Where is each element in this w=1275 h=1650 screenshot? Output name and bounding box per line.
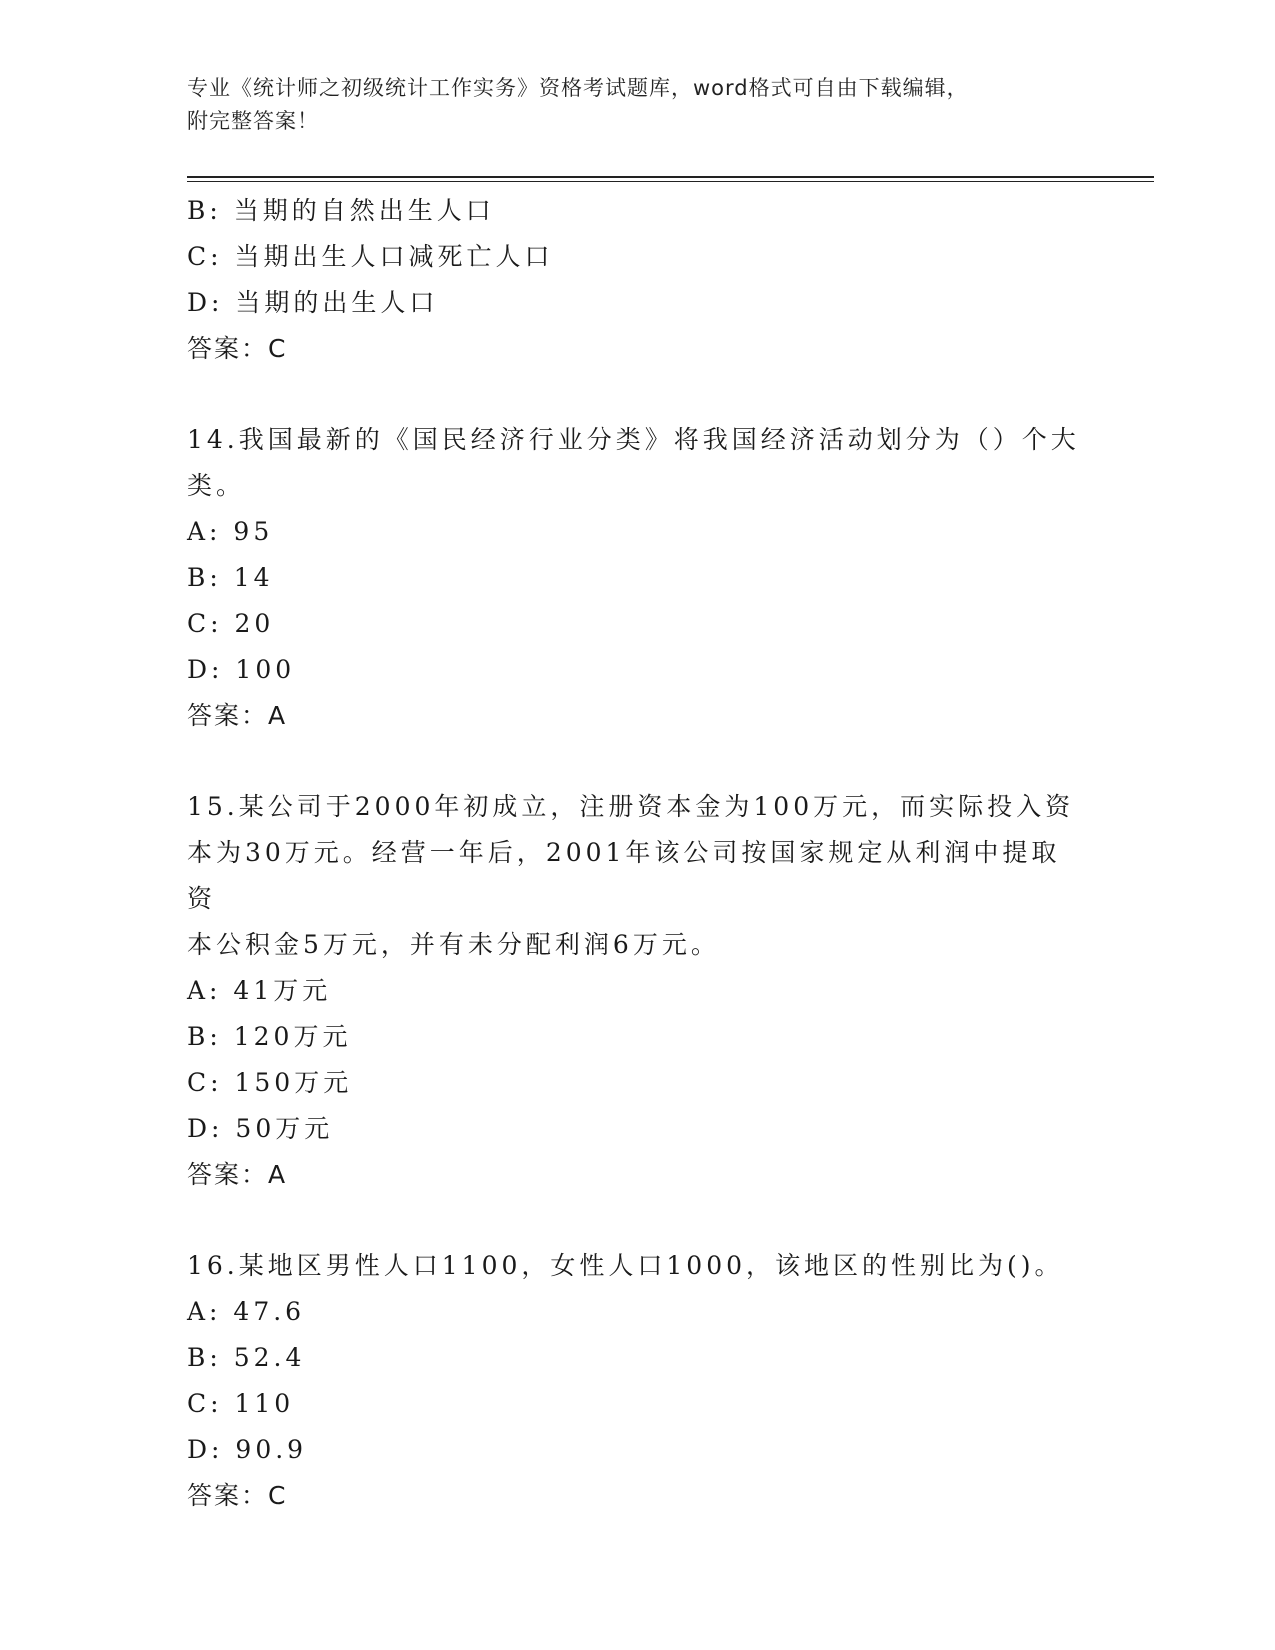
question-15 [187,784,1087,1198]
option-a: A: 95 [187,517,274,546]
question-14 [187,417,1087,739]
question-stem-line: 14.我国最新的《国民经济行业分类》将我国经济活动划分为（）个大 [187,425,1080,454]
option-d: D: 当期的出生人口 [187,288,439,317]
header-divider-thick [187,176,1154,178]
question-spacer [187,1198,1087,1243]
option-b: B: 14 [187,563,274,592]
option-d: D: 100 [187,655,296,684]
question-content [187,188,1087,1519]
option-d: D: 50万元 [187,1114,334,1143]
question-spacer [187,372,1087,417]
answer: 答案：A [187,701,288,730]
option-a: A: 41万元 [187,976,332,1005]
answer: 答案：A [187,1160,288,1189]
question-stem-line: 类。 [187,471,246,500]
question-stem-line: 本为30万元。经营一年后，2001年该公司按国家规定从利润中提取资 [187,838,1061,913]
option-c: C: 150万元 [187,1068,353,1097]
option-c: C: 110 [187,1389,295,1418]
question-stem-line: 本公积金5万元，并有未分配利润6万元。 [187,930,720,959]
question-stem-line: 16.某地区男性人口1100，女性人口1000，该地区的性别比为()。 [187,1251,1064,1280]
option-b: B: 当期的自然出生人口 [187,196,495,225]
question-stem-line: 15.某公司于2000年初成立，注册资本金为100万元，而实际投入资 [187,792,1075,821]
option-d: D: 90.9 [187,1435,308,1464]
option-b: B: 52.4 [187,1343,306,1372]
header-divider-thin [187,181,1154,182]
header-line-2: 附完整答案！ [187,109,319,133]
option-a: A: 47.6 [187,1297,306,1326]
answer: 答案：C [187,1481,288,1510]
answer: 答案：C [187,334,288,363]
question-13-continued [187,188,1087,372]
question-spacer [187,739,1087,784]
document-header [187,72,1087,138]
question-16 [187,1243,1087,1519]
option-b: B: 120万元 [187,1022,352,1051]
header-line-1: 专业《统计师之初级统计工作实务》资格考试题库，word格式可自由下载编辑， [187,76,969,100]
option-c: C: 20 [187,609,275,638]
option-c: C: 当期出生人口减死亡人口 [187,242,554,271]
